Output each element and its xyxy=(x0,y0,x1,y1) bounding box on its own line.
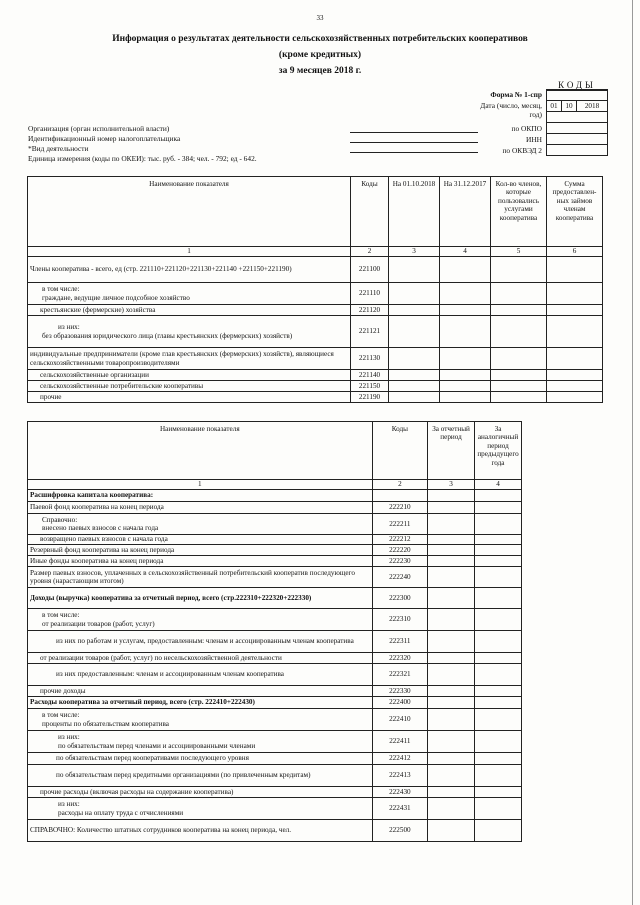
value-cell[interactable] xyxy=(475,653,522,664)
row-name: из них предоставленным: членам и ассоциированным членам кооператива xyxy=(28,664,373,686)
t1-header-col5: Кол-во членов, которые пользовались услугами кооператива xyxy=(491,177,547,247)
t2-colnum: 4 xyxy=(475,480,522,490)
organization-label: Организация (орган исполнительной власти) xyxy=(28,124,170,133)
date-day-box: 01 xyxy=(546,100,562,112)
value-cell[interactable] xyxy=(475,731,522,753)
row-prefix: из них: xyxy=(58,323,80,332)
value-cell[interactable] xyxy=(389,370,440,381)
value-cell[interactable] xyxy=(428,765,475,787)
page-title: Информация о результатах деятельности сельскохозяйственных потребительских кооперативов xyxy=(112,34,528,44)
value-cell[interactable] xyxy=(428,731,475,753)
t2-header-code: Коды xyxy=(372,422,427,480)
value-cell[interactable] xyxy=(475,567,522,588)
table-row xyxy=(28,609,522,631)
row-code: 222330 xyxy=(372,686,427,697)
row-code: 221120 xyxy=(351,305,389,316)
value-cell[interactable] xyxy=(475,765,522,787)
table-row xyxy=(28,709,522,731)
value-cell[interactable] xyxy=(428,556,475,567)
inn-underline xyxy=(350,142,478,143)
okved-box xyxy=(546,144,608,156)
table2-header-row xyxy=(28,422,522,480)
value-cell[interactable] xyxy=(475,709,522,731)
row-name: Резервный фонд кооператива на конец периода xyxy=(28,545,373,556)
value-cell[interactable] xyxy=(475,535,522,545)
row-code: 222500 xyxy=(372,820,427,842)
value-cell[interactable] xyxy=(428,686,475,697)
row-name: внесено паевых взносов с начала года xyxy=(42,524,159,532)
row-code: 221121 xyxy=(351,316,389,348)
t2-header-name: Наименование показателя xyxy=(28,422,373,480)
t1-colnum: 3 xyxy=(389,247,440,257)
t1-colnum: 5 xyxy=(491,247,547,257)
row-code: 222211 xyxy=(372,514,427,535)
value-cell[interactable] xyxy=(491,348,547,370)
table-row xyxy=(28,348,603,370)
value-cell[interactable] xyxy=(475,588,522,609)
form-label: Форма № 1-спр xyxy=(490,90,542,99)
page-number: 33 xyxy=(316,14,324,22)
value-cell[interactable] xyxy=(491,381,547,392)
t1-header-col6: Сумма предоставлен-ных займов членам кооператива xyxy=(547,177,603,247)
row-code: 222212 xyxy=(372,535,427,545)
table-row xyxy=(28,588,522,609)
table-row xyxy=(28,545,522,556)
table-row xyxy=(28,731,522,753)
row-prefix: в том числе: xyxy=(42,285,80,294)
row-code: 222413 xyxy=(372,765,427,787)
row-code: 221110 xyxy=(351,283,389,305)
row-prefix: в том числе: xyxy=(42,611,80,620)
value-cell[interactable] xyxy=(475,556,522,567)
row-prefix: в том числе: xyxy=(42,711,80,720)
value-cell[interactable] xyxy=(440,392,491,403)
row-code: 222412 xyxy=(372,753,427,765)
value-cell[interactable] xyxy=(428,653,475,664)
row-name: от реализации товаров (работ, услуг) xyxy=(42,619,155,628)
row-name: от реализации товаров (работ, услуг) по несельскохозяйственной деятельности xyxy=(28,653,373,664)
row-name: расходы на оплату труда с отчислениями xyxy=(58,808,184,817)
t1-colnum: 6 xyxy=(547,247,603,257)
table-row xyxy=(28,787,522,798)
value-cell[interactable] xyxy=(389,348,440,370)
t2-colnum: 2 xyxy=(372,480,427,490)
t2-colnum: 3 xyxy=(428,480,475,490)
row-code: 222210 xyxy=(372,502,427,514)
row-name: Доходы (выручка) кооператива за отчетный период, всего (стр.222310+222320+222330) xyxy=(28,588,373,609)
t1-colnum: 4 xyxy=(440,247,491,257)
row-name: возвращено паевых взносов с начала года xyxy=(28,535,373,545)
members-table xyxy=(27,176,603,403)
value-cell[interactable] xyxy=(389,316,440,348)
value-cell[interactable] xyxy=(475,820,522,842)
value-cell[interactable] xyxy=(428,798,475,820)
value-cell[interactable] xyxy=(428,787,475,798)
value-cell[interactable] xyxy=(547,392,603,403)
section-title: Расшифровка капитала кооператива: xyxy=(28,490,373,502)
row-name: Члены кооператива - всего, ед (стр. 221110+221120+221130+221140 +221150+221190) xyxy=(28,257,351,283)
value-cell[interactable] xyxy=(547,257,603,283)
table-row xyxy=(28,392,603,403)
value-cell[interactable] xyxy=(428,820,475,842)
row-name: проценты по обязательствам кооператива xyxy=(42,719,169,728)
table-row xyxy=(28,686,522,697)
row-code: 222310 xyxy=(372,609,427,631)
table-row xyxy=(28,257,603,283)
table-row xyxy=(28,283,603,305)
value-cell[interactable] xyxy=(547,305,603,316)
table-row xyxy=(28,664,522,686)
t1-header-col3: На 01.10.2018 xyxy=(389,177,440,247)
value-cell[interactable] xyxy=(491,283,547,305)
date-year-box: 2018 xyxy=(576,100,608,112)
t1-header-code: Коды xyxy=(351,177,389,247)
table-row xyxy=(28,798,522,820)
value-cell[interactable] xyxy=(547,348,603,370)
value-cell[interactable] xyxy=(428,609,475,631)
value-cell[interactable] xyxy=(547,316,603,348)
t1-colnum-row xyxy=(28,247,603,257)
value-cell[interactable] xyxy=(428,588,475,609)
table-row xyxy=(28,697,522,709)
value-cell[interactable] xyxy=(428,535,475,545)
codes-heading: КОДЫ xyxy=(546,80,608,91)
table-row xyxy=(28,370,603,381)
value-cell[interactable] xyxy=(389,283,440,305)
value-cell[interactable] xyxy=(475,697,522,709)
row-name: Иные фонды кооператива на конец периода xyxy=(28,556,373,567)
row-name: крестьянские (фермерские) хозяйства xyxy=(28,305,351,316)
report-period: за 9 месяцев 2018 г. xyxy=(278,66,362,76)
row-name: по обязательствам перед кредитными организациями (по привлеченным кредитам) xyxy=(28,765,373,787)
row-name: без образования юридического лица (главы крестьянских (фермерских) хозяйств) xyxy=(42,331,293,340)
t2-colnum: 1 xyxy=(28,480,373,490)
row-code: 222400 xyxy=(372,697,427,709)
t1-colnum: 2 xyxy=(351,247,389,257)
value-cell[interactable] xyxy=(428,567,475,588)
table-row xyxy=(28,567,522,588)
table-row xyxy=(28,514,522,535)
value-cell[interactable] xyxy=(491,392,547,403)
row-name: Размер паевых взносов, уплаченных в сельскохозяйственный потребительский кооператив последующего уровня (нарастающим итогом) xyxy=(28,567,373,588)
value-cell[interactable] xyxy=(389,305,440,316)
row-prefix: Справочно: xyxy=(42,515,78,524)
value-cell[interactable] xyxy=(428,709,475,731)
row-code: 222230 xyxy=(372,556,427,567)
table-row xyxy=(28,381,603,392)
row-name: сельскохозяйственные организации xyxy=(28,370,351,381)
value-cell[interactable] xyxy=(428,753,475,765)
inn-label: ИНН xyxy=(525,135,542,144)
row-name: Паевой фонд кооператива на конец периода xyxy=(28,502,373,514)
value-cell[interactable] xyxy=(491,305,547,316)
date-month-box: 10 xyxy=(561,100,577,112)
t1-colnum: 1 xyxy=(28,247,351,257)
table-row xyxy=(28,631,522,653)
value-cell[interactable] xyxy=(440,370,491,381)
scan-edge xyxy=(632,0,633,905)
row-name: по обязательствам перед членами и ассоциированными членами xyxy=(58,741,256,750)
table-row xyxy=(28,753,522,765)
row-name: Расходы кооператива за отчетный период, всего (стр. 222410+222430) xyxy=(28,697,373,709)
page-subtitle: (кроме кредитных) xyxy=(278,50,362,60)
row-code: 222410 xyxy=(372,709,427,731)
okved-label: по ОКВЭД 2 xyxy=(502,146,542,155)
row-name: по обязательствам перед кооперативами последующего уровня xyxy=(28,753,373,765)
table1-header-row xyxy=(28,177,603,247)
row-code: 222411 xyxy=(372,731,427,753)
table-row xyxy=(28,556,522,567)
date-label: Дата (число, месяц, год) xyxy=(480,101,542,119)
row-name: прочие доходы xyxy=(28,686,373,697)
table-row xyxy=(28,820,522,842)
t2-colnum-row xyxy=(28,480,522,490)
table-row xyxy=(28,316,603,348)
value-cell[interactable] xyxy=(428,664,475,686)
row-code: 222430 xyxy=(372,787,427,798)
units-label: Единица измерения (коды по ОКЕИ): тыс. руб. - 384; чел. - 792; ед - 642. xyxy=(28,154,257,163)
row-code: 221140 xyxy=(351,370,389,381)
row-code: 222300 xyxy=(372,588,427,609)
section-row xyxy=(28,490,522,502)
value-cell[interactable] xyxy=(547,283,603,305)
table-row xyxy=(28,653,522,664)
row-code: 221130 xyxy=(351,348,389,370)
value-cell[interactable] xyxy=(491,316,547,348)
t1-header-name: Наименование показателя xyxy=(28,177,351,247)
value-cell[interactable] xyxy=(428,697,475,709)
table-row xyxy=(28,502,522,514)
organization-underline xyxy=(350,132,478,133)
value-cell[interactable] xyxy=(440,381,491,392)
activity-underline xyxy=(350,152,478,153)
value-cell[interactable] xyxy=(440,305,491,316)
value-cell[interactable] xyxy=(428,502,475,514)
row-name: индивидуальные предприниматели (кроме глав крестьянских (фермерских) хозяйств), являющиеся сельскохозяйственными товаропроизводителями xyxy=(28,348,351,370)
value-cell[interactable] xyxy=(547,381,603,392)
value-cell[interactable] xyxy=(440,283,491,305)
t2-header-col3: За отчетный период xyxy=(428,422,475,480)
value-cell[interactable] xyxy=(428,631,475,653)
value-cell[interactable] xyxy=(475,686,522,697)
row-code: 221190 xyxy=(351,392,389,403)
value-cell[interactable] xyxy=(475,787,522,798)
value-cell[interactable] xyxy=(475,514,522,535)
row-name: граждане, ведущие личное подсобное хозяйство xyxy=(42,293,190,302)
table-row xyxy=(28,535,522,545)
value-cell[interactable] xyxy=(475,664,522,686)
value-cell[interactable] xyxy=(475,609,522,631)
row-code: 222240 xyxy=(372,567,427,588)
row-name: СПРАВОЧНО: Количество штатных сотрудников кооператива на конец периода, чел. xyxy=(28,820,373,842)
row-prefix: из них: xyxy=(58,733,80,742)
t2-header-col4: За аналогичный период предыдущего года xyxy=(475,422,522,480)
value-cell[interactable] xyxy=(491,370,547,381)
value-cell[interactable] xyxy=(475,753,522,765)
row-name: из них по работам и услугам, предоставленным: членам и ассоциированным членам кооператива xyxy=(28,631,373,653)
row-code: 221100 xyxy=(351,257,389,283)
row-name: сельскохозяйственные потребительские кооперативы xyxy=(28,381,351,392)
row-prefix: из них: xyxy=(58,800,80,809)
activity-label: *Вид деятельности xyxy=(28,144,89,153)
value-cell[interactable] xyxy=(475,545,522,556)
value-cell[interactable] xyxy=(389,392,440,403)
capital-table xyxy=(27,421,522,842)
value-cell[interactable] xyxy=(428,545,475,556)
value-cell[interactable] xyxy=(475,798,522,820)
value-cell[interactable] xyxy=(428,514,475,535)
value-cell[interactable] xyxy=(389,381,440,392)
row-code: 222431 xyxy=(372,798,427,820)
row-name: прочие расходы (включая расходы на содержание кооператива) xyxy=(28,787,373,798)
row-code: 221150 xyxy=(351,381,389,392)
inn-meta-label: Идентификационный номер налогоплательщика xyxy=(28,134,181,143)
value-cell[interactable] xyxy=(475,502,522,514)
row-code: 222220 xyxy=(372,545,427,556)
row-name: прочие xyxy=(28,392,351,403)
row-code: 222321 xyxy=(372,664,427,686)
row-code: 222311 xyxy=(372,631,427,653)
value-cell[interactable] xyxy=(440,257,491,283)
value-cell[interactable] xyxy=(491,257,547,283)
okpo-label: по ОКПО xyxy=(511,124,542,133)
value-cell[interactable] xyxy=(389,257,440,283)
table-row xyxy=(28,305,603,316)
value-cell[interactable] xyxy=(547,370,603,381)
table-row xyxy=(28,765,522,787)
value-cell[interactable] xyxy=(475,631,522,653)
value-cell[interactable] xyxy=(440,316,491,348)
t1-header-col4: На 31.12.2017 xyxy=(440,177,491,247)
row-code: 222320 xyxy=(372,653,427,664)
value-cell[interactable] xyxy=(440,348,491,370)
